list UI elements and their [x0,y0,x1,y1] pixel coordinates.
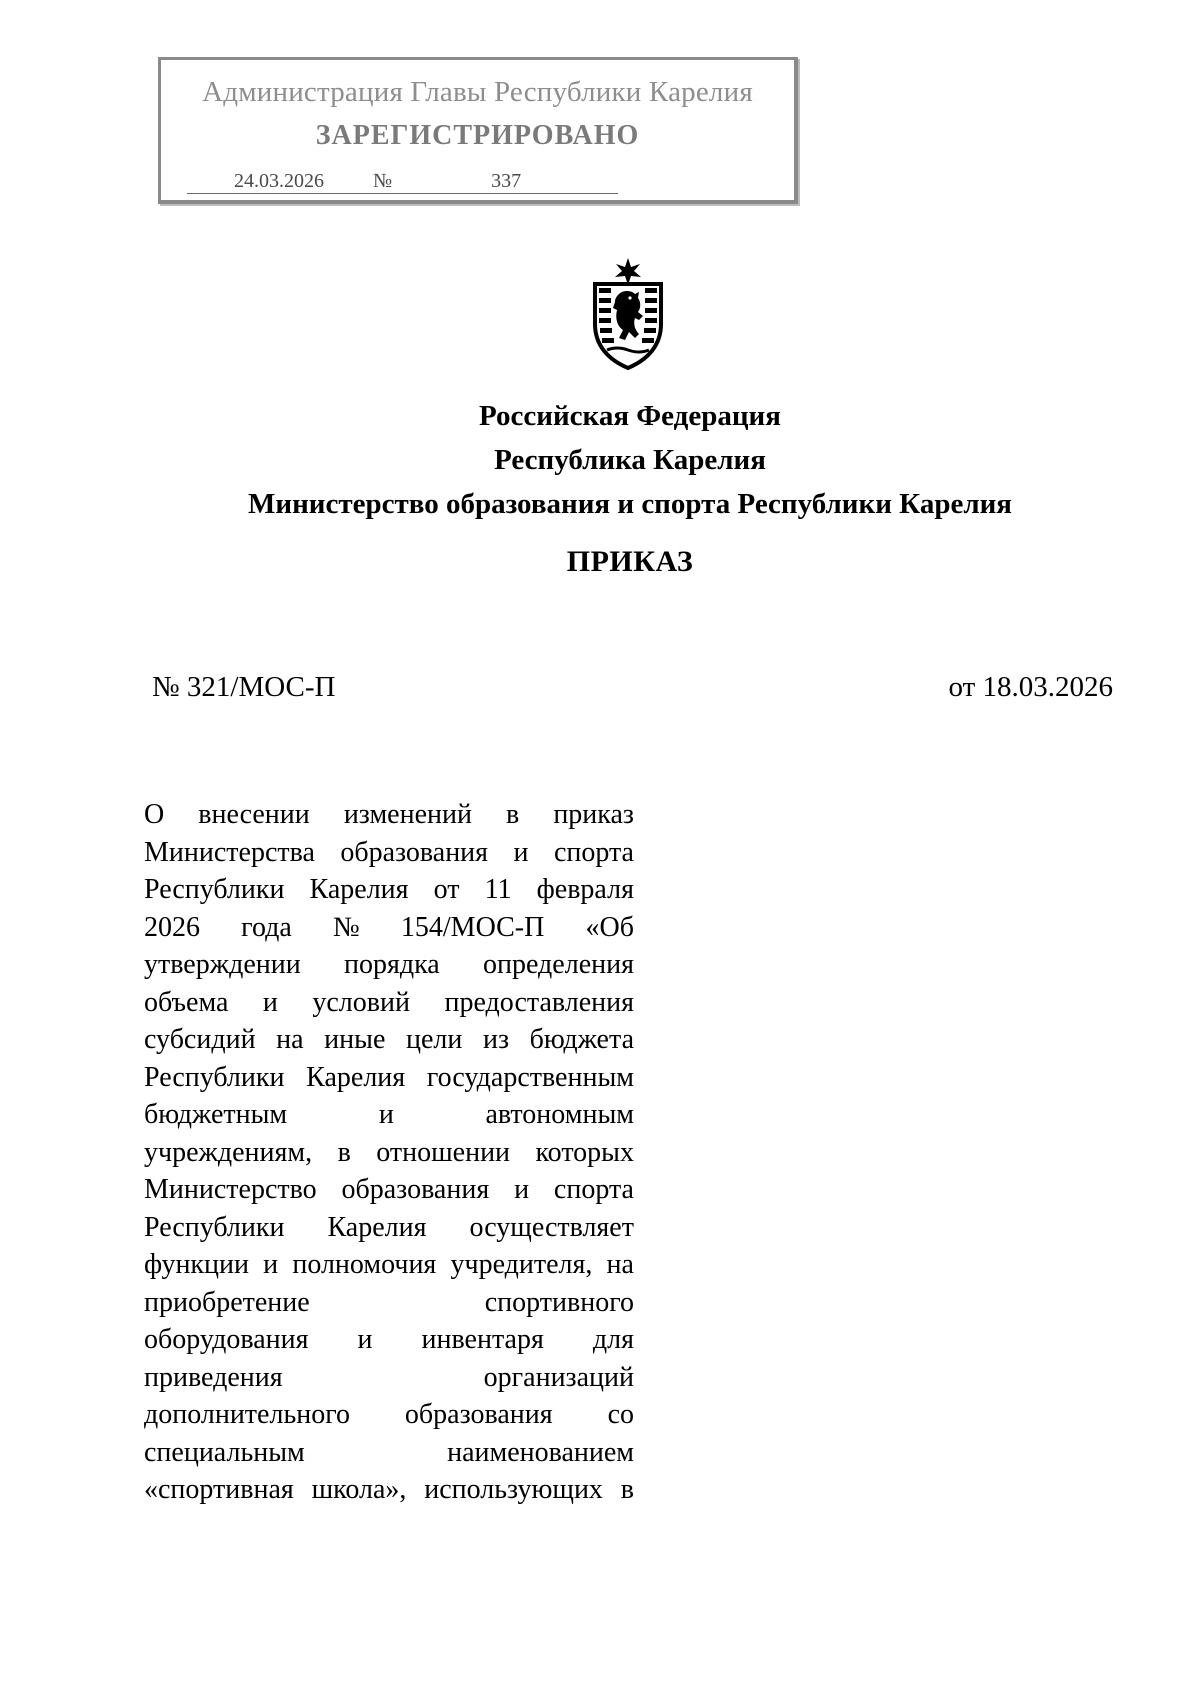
title-word: 11 [484,874,512,905]
title-word: бюджета [529,1024,634,1055]
title-line [144,1284,634,1322]
title-line [144,1209,634,1247]
document-type: ПРИКАЗ [566,545,694,578]
title-word: оборудования [144,1324,309,1355]
title-word: со [607,1399,634,1430]
title-line [144,1246,634,1284]
title-word: на [276,1024,304,1055]
title-word: субсидий [144,1024,256,1055]
title-word: № [333,911,360,943]
title-line [144,1471,634,1509]
title-word: приведения [144,1361,283,1393]
title-word: и [357,1324,373,1355]
title-word: образования [340,836,489,868]
title-word: из [482,1024,509,1055]
title-word: Карелия [309,874,409,905]
title-word: наименованием [447,1436,634,1468]
title-line [144,909,634,947]
stamp-status: ЗАРЕГИСТРИРОВАНО [315,120,640,151]
title-word: февраля [536,874,634,905]
stamp-number-sign: № [373,170,393,192]
title-word: цели [405,1024,463,1055]
title-line [144,834,634,872]
title-word: иные [324,1024,386,1055]
title-word: школа», [311,1474,407,1505]
title-word: Министерство [144,1174,317,1205]
title-line [144,1321,634,1359]
title-line [144,1096,634,1134]
title-word: в [337,1136,351,1168]
title-word: для [592,1324,634,1355]
title-word: дополнительного [144,1399,350,1430]
title-word: отношении [376,1136,511,1168]
title-word: спорта [553,836,634,868]
title-word: в [506,799,520,830]
title-word: Министерства [144,836,315,868]
title-word: и [513,836,529,868]
title-word: которых [535,1136,634,1168]
title-line [144,1434,634,1472]
title-word: года [241,911,292,943]
title-line [144,1359,634,1397]
title-line [144,946,634,984]
title-word: и [378,1099,394,1130]
title-word: инвентаря [421,1324,544,1355]
title-word: учредителя, [450,1249,593,1280]
order-date: от 18.03.2026 [948,671,1113,703]
title-word: в [620,1474,634,1505]
title-word: «Об [585,911,634,943]
title-word: специальным [144,1436,305,1468]
stamp-organization: Администрация Главы Республики Карелия [202,76,753,108]
registration-stamp [158,57,798,204]
title-line [144,796,634,834]
title-line [144,1396,634,1434]
title-word: условий [312,986,410,1018]
title-word: Республики [144,1061,285,1093]
title-word: осуществляет [469,1211,634,1243]
title-word: определения [483,949,634,980]
stamp-number: 337 [394,170,618,194]
title-word: государственным [426,1061,634,1093]
title-word: на [606,1249,634,1280]
stamp-date: 24.03.2026 [187,170,371,194]
title-line [144,1059,634,1097]
title-word: спорта [553,1174,634,1205]
title-word: образования [341,1174,490,1205]
title-word: бюджетным [144,1099,288,1130]
title-word: «спортивная [144,1474,294,1505]
title-word: Республики [144,1211,285,1243]
title-word: объема [144,986,229,1018]
order-title [144,796,634,1509]
title-line [144,1134,634,1172]
title-word: приказ [553,799,634,830]
title-word: О [144,799,165,830]
title-line [144,984,634,1022]
title-word: организаций [483,1361,634,1393]
title-word: Карелия [327,1211,427,1243]
title-word: внесении [198,799,310,830]
title-word: и [514,1174,530,1205]
karelia-coat-of-arms-icon [583,258,673,370]
title-word: изменений [343,799,472,830]
header-ministry: Министерство образования и спорта Республики Карелия [248,488,1012,520]
title-word: приобретение [144,1286,310,1318]
title-word: Карелия [306,1061,406,1093]
title-word: образования [404,1399,553,1430]
title-line [144,1171,634,1209]
header-republic: Республика Карелия [494,444,766,476]
stamp-registration-line [187,170,618,194]
title-word: учреждениям, [144,1136,313,1168]
title-line [144,871,634,909]
title-word: порядка [344,949,440,980]
title-word: утверждении [144,949,301,980]
title-word: автономным [485,1099,634,1130]
title-word: спортивного [484,1286,634,1318]
order-number: № 321/МОС-П [152,671,336,703]
title-word: и [262,986,278,1018]
title-word: и [263,1249,279,1280]
title-word: предоставления [444,986,634,1018]
title-word: Республики [144,874,285,905]
title-word: полномочия [292,1249,437,1280]
title-word: 2026 [144,911,200,943]
title-word: от [433,874,460,905]
title-word: 154/МОС-П [400,911,545,943]
title-word: функции [144,1249,249,1280]
title-word: использующих [424,1474,603,1505]
header-country: Российская Федерация [479,400,781,432]
title-line [144,1021,634,1059]
